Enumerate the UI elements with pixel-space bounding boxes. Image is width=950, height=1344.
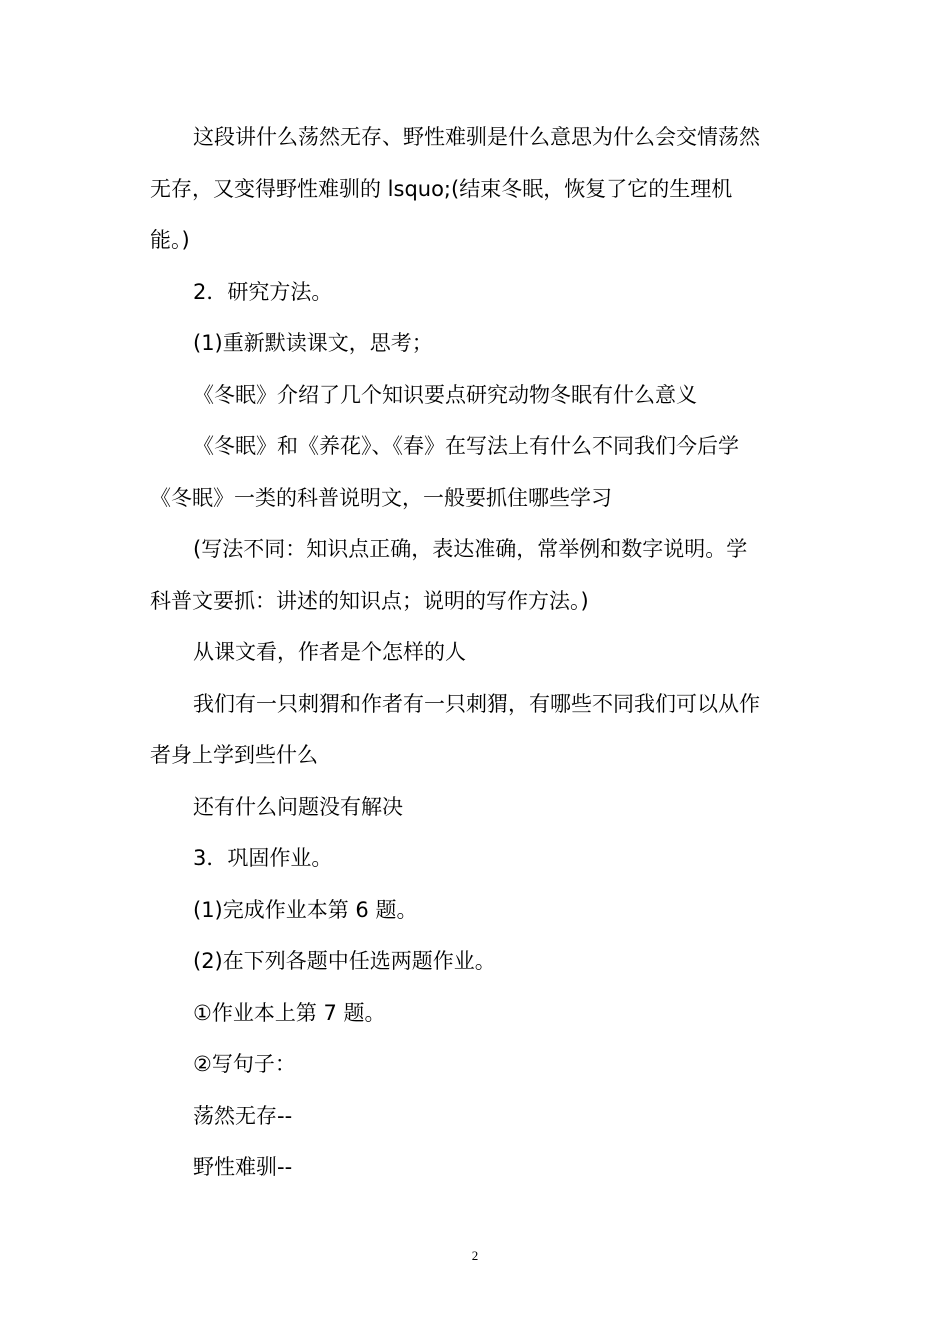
paragraph-line: 这段讲什么荡然无存、野性难驯是什么意思为什么会交情荡然 bbox=[193, 125, 760, 149]
list-item: (2)在下列各题中任选两题作业。 bbox=[193, 949, 496, 973]
document-body bbox=[150, 112, 800, 1194]
page-number: 2 bbox=[471, 1248, 479, 1263]
question-line: 从课文看，作者是个怎样的人 bbox=[193, 640, 466, 664]
paragraph-line: 科普文要抓：讲述的知识点；说明的写作方法。) bbox=[150, 588, 589, 613]
section-heading: 2．研究方法。 bbox=[193, 279, 333, 304]
section-heading: 3．巩固作业。 bbox=[193, 846, 333, 870]
list-item: ②写句子： bbox=[193, 1052, 296, 1076]
question-line: 《冬眠》和《养花》、《春》在写法上有什么不同我们今后学 bbox=[193, 434, 739, 458]
paragraph-line: 能。) bbox=[150, 228, 190, 252]
paragraph-line: 无存，又变得野性难驯的 lsquo;(结束冬眠，恢复了它的生理机 bbox=[150, 176, 733, 201]
question-line: 《冬眠》一类的科普说明文，一般要抓住哪些学习 bbox=[150, 485, 612, 510]
question-line: 还有什么问题没有解决 bbox=[193, 794, 403, 819]
question-line: 《冬眠》介绍了几个知识要点研究动物冬眠有什么意义 bbox=[193, 382, 697, 407]
paragraph-line: (1)重新默读课文，思考； bbox=[193, 331, 433, 355]
exercise-line: 荡然无存-- bbox=[193, 1103, 293, 1128]
paragraph-line: (写法不同：知识点正确，表达准确，常举例和数字说明。学 bbox=[193, 537, 748, 561]
list-item: (1)完成作业本第 6 题。 bbox=[193, 897, 418, 922]
list-item: ①作业本上第 7 题。 bbox=[193, 1000, 386, 1025]
exercise-line: 野性难驯-- bbox=[193, 1155, 293, 1179]
question-line: 我们有一只刺猬和作者有一只刺猬，有哪些不同我们可以从作 bbox=[193, 691, 760, 716]
question-line: 者身上学到些什么 bbox=[150, 743, 318, 767]
